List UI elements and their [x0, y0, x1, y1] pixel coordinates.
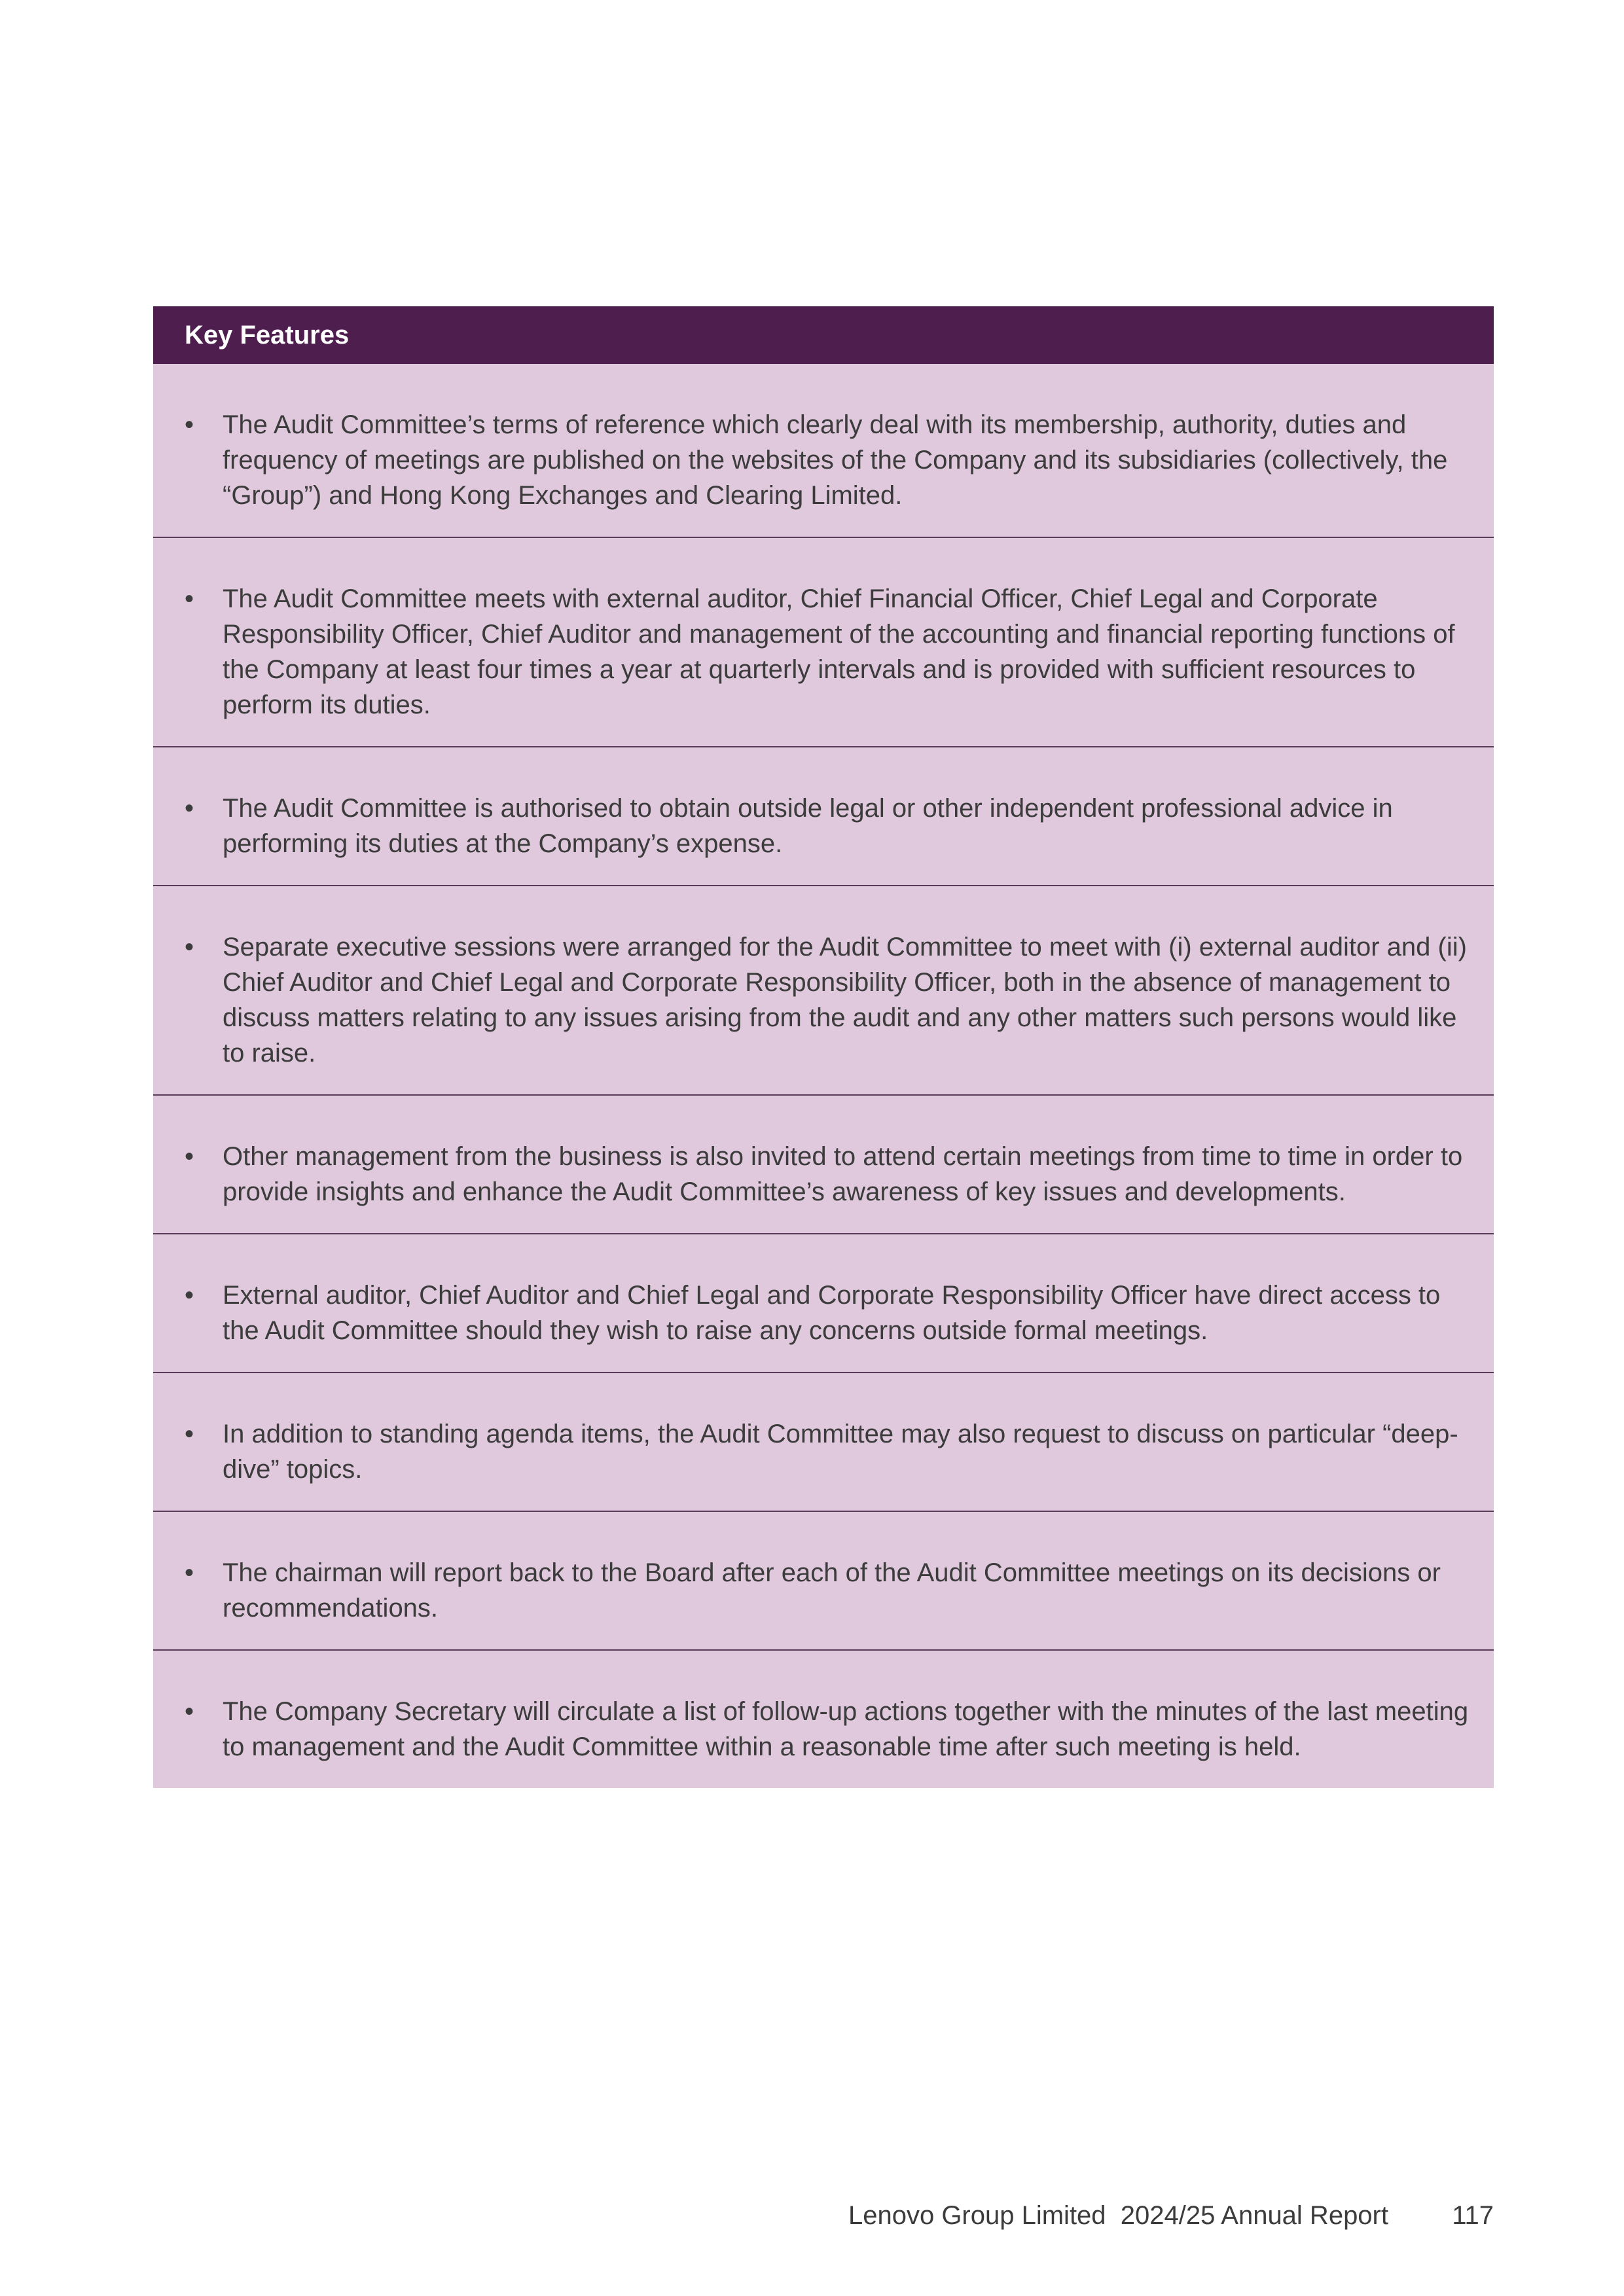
list-item	[153, 1373, 1494, 1512]
bullet-icon: •	[185, 410, 194, 439]
feature-text: Other management from the business is also invited to attend certain meetings from time to time in order to provide insights and enhance the Audit Committee’s awareness of key issues and developments.	[223, 1142, 1463, 1206]
page-number: 117	[1452, 2201, 1494, 2230]
page-footer	[0, 2198, 1494, 2233]
feature-text: External auditor, Chief Auditor and Chief Legal and Corporate Responsibility Officer have direct access to the Audit Committee should they wish to raise any concerns outside formal meetings.	[223, 1281, 1441, 1345]
report-title: Lenovo Group Limited 2024/25 Annual Report	[848, 2201, 1388, 2230]
list-item	[153, 538, 1494, 747]
list-item	[153, 1651, 1494, 1788]
feature-text: Separate executive sessions were arranged for the Audit Committee to meet with (i) external auditor and (ii) Chief Auditor and Chief Legal and Corporate Responsibility Officer, both in the absence of management to discuss matters relating to any issues arising from the audit and any other matters such persons would like to raise.	[223, 933, 1467, 1067]
bullet-icon: •	[185, 1697, 194, 1726]
feature-text: The Company Secretary will circulate a list of follow-up actions together with the minutes of the last meeting to management and the Audit Committee within a reasonable time after such meeting is held.	[223, 1697, 1469, 1761]
bullet-icon: •	[185, 1142, 194, 1171]
feature-text: The Audit Committee is authorised to obtain outside legal or other independent professional advice in performing its duties at the Company’s expense.	[223, 794, 1393, 858]
bullet-icon: •	[185, 933, 194, 961]
panel-title: Key Features	[153, 306, 1494, 364]
key-features-panel	[153, 306, 1494, 1788]
list-item	[153, 1234, 1494, 1373]
list-item	[153, 1512, 1494, 1651]
list-item	[153, 1096, 1494, 1234]
bullet-icon: •	[185, 584, 194, 613]
feature-text: The chairman will report back to the Board after each of the Audit Committee meetings on its decisions or recommendations.	[223, 1558, 1441, 1623]
bullet-icon: •	[185, 794, 194, 823]
list-item	[153, 886, 1494, 1096]
feature-text: In addition to standing agenda items, the Audit Committee may also request to discuss on particular “deep-dive” topics.	[223, 1420, 1458, 1484]
bullet-icon: •	[185, 1420, 194, 1448]
bullet-icon: •	[185, 1558, 194, 1587]
list-item	[153, 364, 1494, 538]
feature-text: The Audit Committee meets with external auditor, Chief Financial Officer, Chief Legal and Corporate Responsibility Officer, Chief Auditor and management of the accounting and financial reporting functions of the Company at least four times a year at quarterly intervals and is provided with sufficient resources to perform its duties.	[223, 584, 1455, 719]
feature-text: The Audit Committee’s terms of reference which clearly deal with its membership, authority, duties and frequency of meetings are published on the websites of the Company and its subsidiaries (collectively, the “Group”) and Hong Kong Exchanges and Clearing Limited.	[223, 410, 1448, 510]
feature-list	[153, 364, 1494, 1788]
bullet-icon: •	[185, 1281, 194, 1310]
list-item	[153, 747, 1494, 886]
